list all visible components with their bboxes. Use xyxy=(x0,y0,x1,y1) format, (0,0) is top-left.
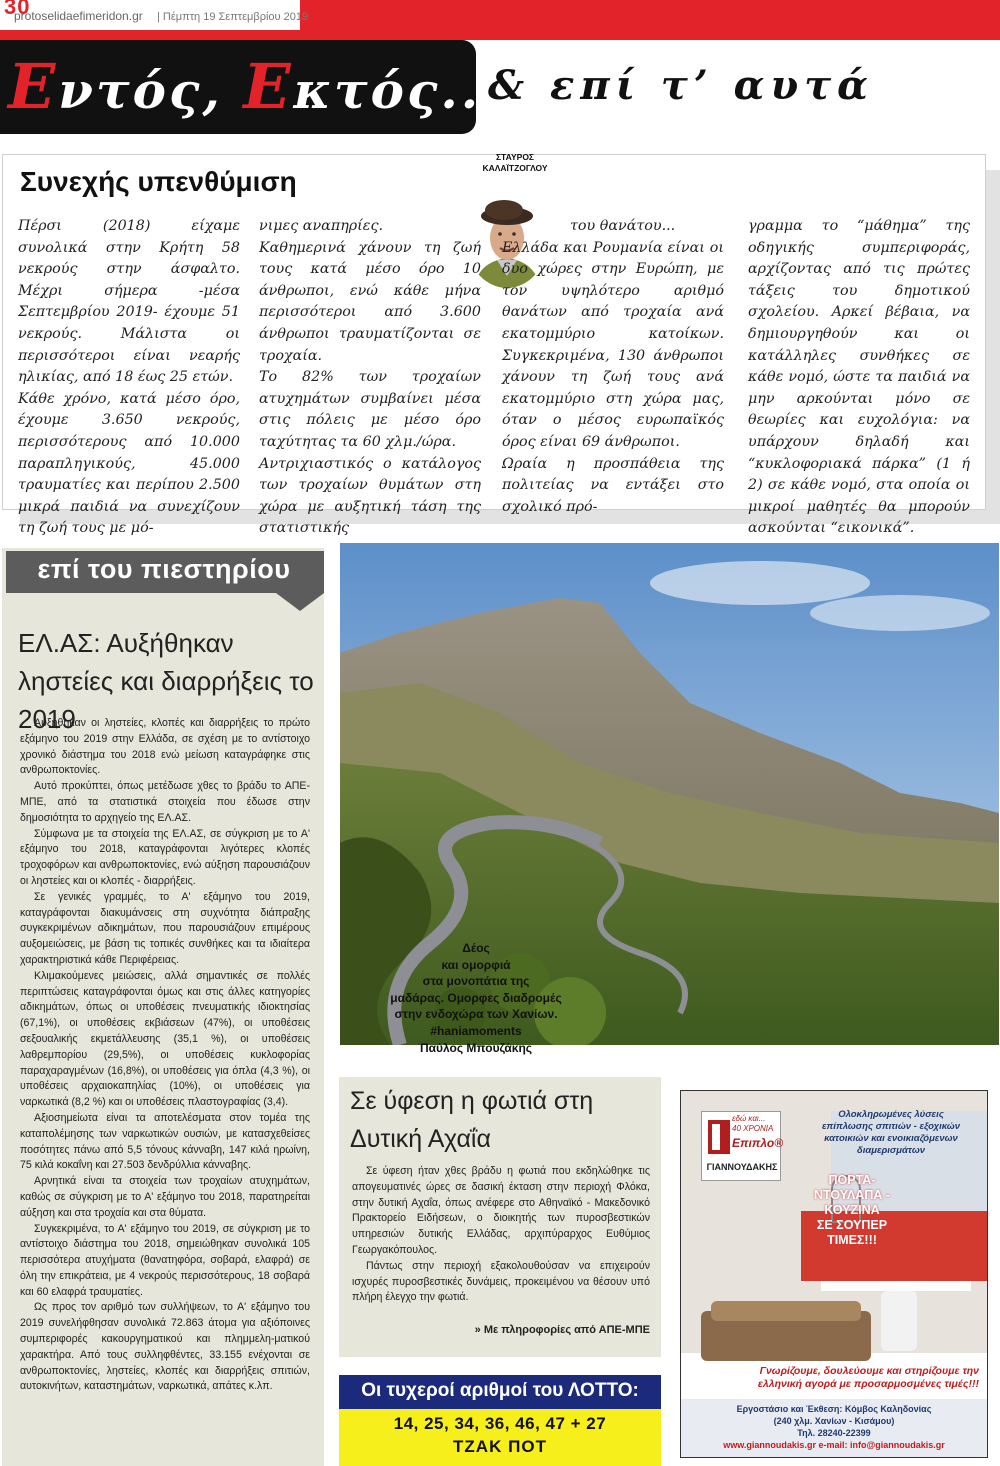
column-paragraph: Καθημερινά χάνουν τη ζωή τους κατά μέσο όρο 10 άνθρωποι, ενώ κάθε μήνα περισσότεροι από 3.600 άνθρωποι τραυματίζονται σε τροχαία. xyxy=(259,239,481,364)
elas-paragraph: Σε γενικές γραμμές, το Α' εξάμηνο του 2019, καταγράφονται διακυμάνσεις στη συχνότητα διάπραξης συγκεκριμένων αδικημάτων, που παρουσιάζουν επιμέρους αυξομειώσεις, με βάση τις τοπικές συνθήκες και τα ιδιαίτερα χαρακτηριστικά κάθε Περιφέρειας. xyxy=(20,890,310,966)
column-text-3 xyxy=(502,216,724,518)
ad-web: www.giannoudakis.gr e-mail: info@giannoudakis.gr xyxy=(723,1440,945,1450)
elas-paragraph: Κλιμακούμενες μειώσεις, αλλά σημαντικές σε πολλές περιπτώσεις καταγράφονται όμως και στις άλλες κατηγορίες αδικημάτων, όπως οι υποθέσεις πνευματικής ιδιοκτησίας (67,1%), οι υποθέσεις εκβιάσεων (47%), οι υποθέσεις σεξουαλικής εκμετάλλευσης (35,1 %), οι υποθέσεις λαθρεμπορίου (29,5%), οι υποθέσεις κυκλοφορίας παραχαραγμένων (16,8%), οι υποθέσεις για όπλα (4,3 %), οι υποθέσεις αρχαιοκαπηλίας (10%), οι υποθέσεις για ναρκωτικά (8,2 %) και οι υποθέσεις πλαστογραφίας (3,4). xyxy=(20,969,310,1109)
column-paragraph: Το 82% των τροχαίων ατυχημάτων συμβαίνει μέσα στις πόλεις με μέσο όρο ταχύτητας τα 60 χλμ./ώρα. xyxy=(259,369,481,450)
ad-logo xyxy=(701,1111,784,1181)
column-paragraph: Πέρσι (2018) είχαμε συνολικά στην Κρήτη 58 νεκρούς στην άσφαλτο. Μέχρι σήμερα -μέσα Σεπτεμβρίου 2019- έχουμε 51 νεκρούς. Μάλιστα οι περισσότεροι είναι νεαρής ηλικίας, από 18 έως 25 ετών. xyxy=(18,218,240,386)
column-text-2 xyxy=(259,216,481,540)
section-banner-title xyxy=(8,50,502,123)
ad-address: (240 χλμ. Χανίων - Κισάμου) xyxy=(773,1416,895,1426)
elas-paragraph: Αυτό προκύπτει, όπως μετέδωσε χθες το βράδυ το ΑΠΕ-ΜΠΕ, από τα στατιστικά στοιχεία που έδωσε στην δημοσιότητα το αρχηγείο της ΕΛ.ΑΣ. xyxy=(20,780,310,824)
column-paragraph: Ωραία η προσπάθεια της πολιτείας να εντάξει στο σχολικό πρό- xyxy=(502,455,724,515)
elas-article-title: ΕΛ.ΑΣ: Αυξήθηκαν ληστείες και διαρρήξεις το 2019 xyxy=(18,628,314,734)
banner-letter-1: Ε xyxy=(8,50,59,123)
ad-years: 40 ΧΡΟΝΙΑ xyxy=(732,1124,774,1133)
caption-line: στα μονοπάτια της xyxy=(422,974,530,989)
column-paragraph: Κάθε χρόνο, κατά μέσο όρο, έχουμε 3.650 νεκρούς, περισσότερους από 10.000 παραπληγικούς, 45.000 τραυματίες και περίπου 2.500 μικρά παιδιά να συνεχίζουν τη ζωή τους με μό- xyxy=(18,390,240,537)
column-text-4 xyxy=(748,216,970,540)
banner-word-1: ντός, xyxy=(58,61,244,120)
caption-photographer: Παύλος Μπουζάκης xyxy=(419,1040,533,1055)
section-label-text: επί του πιεστηρίου xyxy=(37,554,291,584)
ad-address: Εργοστάσιο και Έκθεση: Κόμβος Καληδονίας xyxy=(736,1404,932,1414)
author-name xyxy=(470,152,560,174)
ad-contact xyxy=(681,1399,987,1458)
ad-headline-line: διαμερισμάτων xyxy=(856,1145,926,1156)
elas-paragraph: Αρνητικά είναι τα στοιχεία των τροχαίων ατυχημάτων, καθώς σε σύγκριση με το Α' εξάμηνο του 2018, παρατηρείται αύξηση και στα τροχαία και στα θύματα. xyxy=(20,1175,310,1219)
caption-line: και ομορφιά xyxy=(441,957,511,972)
elas-paragraph: Συγκεκριμένα, το Α' εξάμηνο του 2019, σε σύγκριση με το αντίστοιχο διάστημα του 2018, σημειώθηκαν συνολικά 105 περισσότερα ατυχήματα (θανατηφόρα, σοβαρά, ελαφρά) σε όλη την επικράτεια, με 4 νεκρούς περισσότερους, 18 σοβαρά και 60 ελαφρά τραυματίες. xyxy=(20,1222,310,1298)
lotto-numbers: 14, 25, 34, 36, 46, 47 + 27 xyxy=(393,1414,607,1433)
ad-slogan xyxy=(681,1361,987,1399)
caption-line: μαδάρας. Ομορφες διαδρομές xyxy=(390,990,562,1005)
ad-slogan-line: ελληνική αγορά με προσαρμοσμένες τιμές!!! xyxy=(757,1378,979,1390)
ad-headline-line: κατοικιών και ενοικιαζόμενων xyxy=(824,1133,958,1144)
ad-promo-line: ΝΤΟΥΛΑΠΑ - xyxy=(813,1188,891,1202)
fire-article-body xyxy=(352,1164,650,1306)
column-paragraph: νιμες αναπηρίες. xyxy=(259,218,384,234)
caption-line: στην ενδοχώρα των Χανίων. xyxy=(394,1007,558,1022)
ad-slogan-line: Γνωρίζουμε, δουλεύουμε και στηρίζουμε την xyxy=(759,1365,979,1377)
column-paragraph: Ελλάδα και Ρουμανία είναι οι δυο χώρες στην Ευρώπη, με τον υψηλότερο αριθμό θανάτων από τροχαία ανά εκατομμύριο κατοίκων. Συγκεκριμένα, 130 άνθρωποι χάνουν τη ζωή τους ανά εκατομμύριο στη χώρα μας, όταν ο μέσος ευρωπαϊκός όρος είναι 69 άνθρωποι. xyxy=(502,239,724,450)
ad-phone: Τηλ. 28240-22399 xyxy=(797,1428,871,1438)
author-last-name: ΚΑΛΑΪΤΖΟΓΛΟΥ xyxy=(482,163,548,173)
fire-paragraph: Σε ύφεση ήταν χθες βράδυ η φωτιά που εκδηλώθηκε τις απογευματινές ώρες σε δασική έκταση στην περιοχή Φλόκα, στην δυτική Αχαΐα, όπως ανέφερε στο Αθηναϊκό - Μακεδονικό Πρακτορείο Ειδήσεων, ο διοικητής των πυροσβεστικών υπηρεσιών δυτικής Ελλάδας, αρχιπύραρχος Ευθύμιος Γεωργακόπουλος. xyxy=(352,1165,650,1256)
issue-date: | Πέμπτη 19 Σεπτεμβρίου 2019 xyxy=(157,11,309,23)
elas-article-body xyxy=(20,716,310,1395)
lotto-title: Οι τυχεροί αριθμοί του ΛΟΤΤΟ: xyxy=(361,1380,639,1401)
photo-caption xyxy=(378,940,574,1056)
furniture-advertisement xyxy=(680,1090,988,1458)
column-paragraph: γραμμα το “μάθημα” της οδηγικής συμπεριφοράς, αρχίζοντας από τις πρώτες τάξεις του δημοτικού σχολείου. Αρκεί βέβαια, να δημιουργηθούν και οι κατάλληλες συνθήκες σε κάθε νομό, ώστε τα παιδιά να μην αρκούνται μόνο σε θεωρίες και ευχολόγια: να υπάρχουν δηλαδή και “κυκλοφοριακά πάρκα” (1 ή 2) σε κάθε νομό, στα οποία οι μικροί μαθητές θα μπορούν ασκούνται “εικονικά”. xyxy=(748,218,970,537)
column-paragraph: του θανάτου... xyxy=(570,218,676,234)
ad-headline-line: επίπλωσης σπιτιών - εξοχικών xyxy=(822,1121,960,1132)
ad-promo xyxy=(797,1173,907,1248)
fire-article-title: Σε ύφεση η φωτιά στη Δυτική Αχαΐα xyxy=(350,1087,594,1153)
fire-paragraph: Πάντως στην περιοχή εξακολουθούσαν να επιχειρούν ισχυρές πυροσβεστικές δυνάμεις, προκειμένου να θέσουν υπό πλήρη έλεγχο την φωτιά. xyxy=(352,1259,650,1304)
elas-paragraph: Αυξήθηκαν οι ληστείες, κλοπές και διαρρήξεις το πρώτο εξάμηνο του 2019 στην Ελλάδα, σε σχέση με το αντίστοιχο χρονικό διάστημα του 2018 ενώ μείωση καταγράφηκε στις ανθρωποκτονίες. xyxy=(20,717,310,777)
banner-word-2: κτός... xyxy=(293,61,502,120)
elas-paragraph: Σύμφωνα με τα στοιχεία της ΕΛ.ΑΣ, σε σύγκριση με το Α' εξάμηνο του 2018, καταγράφονται λιγότερες κλοπές τροχοφόρων και ανθρωποκτονίες, ενώ αύξηση παρουσιάζουν οι ληστείες και οι κλοπές - διαρρήξεις. xyxy=(20,827,310,887)
ad-tagline: εδώ και... xyxy=(732,1114,766,1123)
site-name: protoselidaefimeridon.gr xyxy=(14,9,143,23)
page-number: 30 xyxy=(4,0,31,19)
ad-headline xyxy=(801,1109,981,1157)
banner-letter-2: Ε xyxy=(243,50,294,123)
ad-promo-line: ΣΕ ΣΟΥΠΕΡ xyxy=(816,1218,888,1232)
ad-headline-line: Ολοκληρωμένες λύσεις xyxy=(838,1109,944,1120)
column-paragraph: Αντριχιαστικός ο κατάλογος των τροχαίων θυμάτων στη χώρα με αυξητική τάση της στατιστικής xyxy=(259,455,481,537)
section-banner-subtitle: & επί τ’ αυτά xyxy=(488,62,874,109)
ad-promo-line: ΤΙΜΕΣ!!! xyxy=(827,1233,877,1247)
section-label-pointer xyxy=(276,593,324,611)
lotto-jackpot: ΤΖΑΚ ΠΟΤ xyxy=(453,1437,547,1456)
column-text-1 xyxy=(18,216,240,540)
ad-promo-line: ΠΟΡΤΑ- xyxy=(828,1173,876,1187)
caption-line: Δέος xyxy=(462,941,490,955)
ad-brand: Επιπλο® xyxy=(732,1136,784,1150)
author-first-name: ΣΤΑΥΡΟΣ xyxy=(495,152,535,162)
elas-paragraph: Ως προς τον αριθμό των συλλήψεων, το Α' εξάμηνο του 2019 συνελήφθησαν συνολικά 72.863 άτομα για αξιόποινες συμπεριφορές κακουργηματικού και πλημμελη-ματικού χαρακτήρα. Από τους συλληφθέντες, 33.155 ενέχονται σε ανθρωποκτονίες, ληστείες, κλοπές και διαρρήξεις σπιτιών, αυτοκινήτων, καταστημάτων, ναρκωτικά, απάτες κ.λπ. xyxy=(20,1301,310,1393)
fire-article-credit: » Με πληροφορίες από ΑΠΕ-ΜΠΕ xyxy=(474,1324,650,1336)
elas-paragraph: Αξιοσημείωτα είναι τα αποτελέσματα στον τομέα της καταπολέμησης των ναρκωτικών ουσιών, με κατασχεθείσες ποσότητες πάνω από 5,5 τόνους κάνναβη, 147 κιλά ηρωίνη, 75 κιλά κοκαΐνη και 27.503 δενδρύλλια κάνναβης. xyxy=(20,1111,310,1172)
ad-company: ΓΙΑΝΝΟΥΔΑΚΗΣ xyxy=(706,1162,778,1172)
column-title: Συνεχής υπενθύμιση xyxy=(20,166,297,197)
ad-promo-line: ΚΟΥΖΙΝΑ xyxy=(824,1203,880,1217)
caption-hashtag: #haniamoments xyxy=(430,1023,522,1038)
